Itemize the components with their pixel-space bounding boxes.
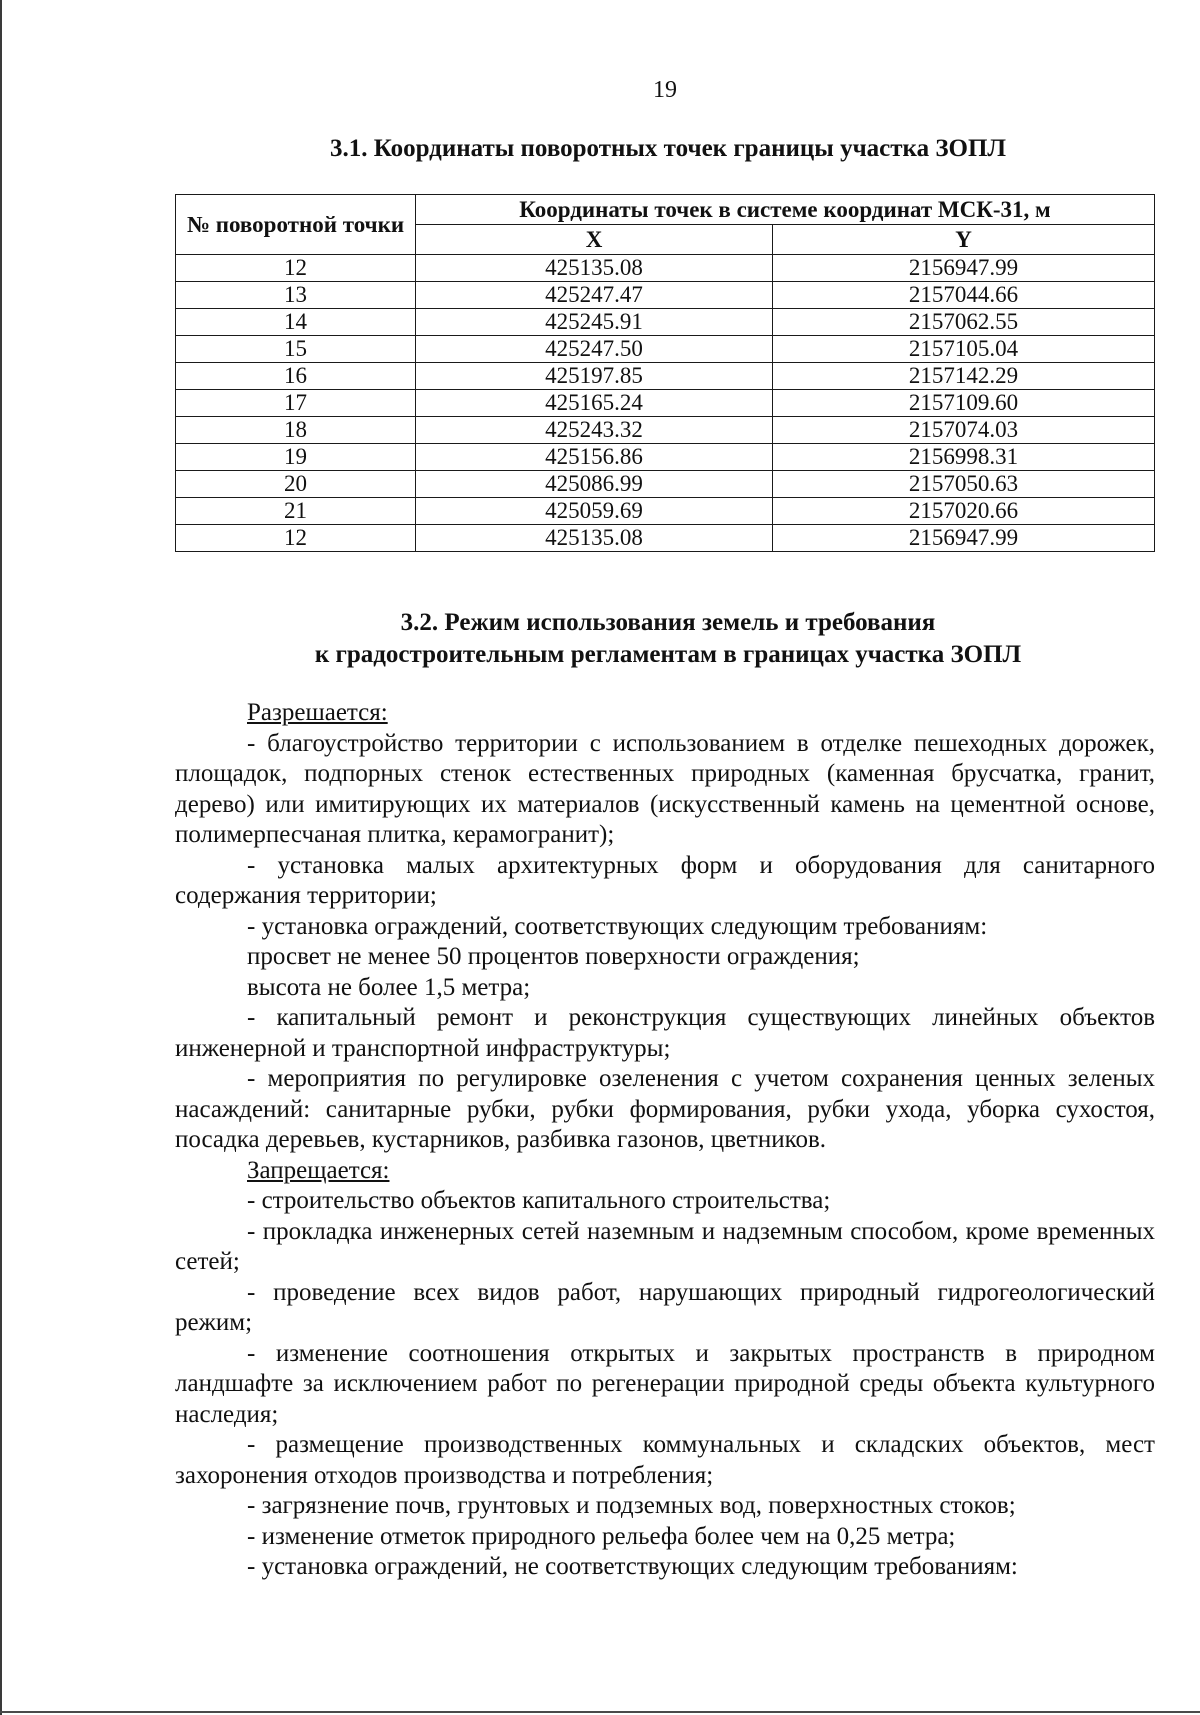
cell-y: 2157105.04: [773, 336, 1155, 363]
cell-y: 2157020.66: [773, 498, 1155, 525]
permitted-item: высота не более 1,5 метра;: [247, 973, 531, 1001]
prohibited-label: Запрещается:: [247, 1156, 390, 1184]
table-header-row: [176, 195, 1155, 225]
cell-x: 425197.85: [416, 363, 773, 390]
cell-y: 2156998.31: [773, 444, 1155, 471]
table-row: [176, 255, 1155, 282]
page-number: 19: [653, 77, 677, 103]
prohibited-item: - загрязнение почв, грунтовых и подземных вод, поверхностных стоков;: [247, 1492, 1016, 1519]
permitted-item: - капитальный ремонт и реконструкция существующих линейных объектов инженерной и транспортной инфраструктуры;: [175, 1004, 1155, 1062]
cell-x: 425247.50: [416, 336, 773, 363]
permitted-item: - благоустройство территории с использованием в отделке пешеходных дорожек, площадок, подпорных стенок естественных природных (каменная брусчатка, гранит, дерево) или имитирующих их материалов (искусственный камень на цементной основе, полимерпесчаная плитка, керамогранит);: [175, 729, 1155, 848]
cell-point: 12: [176, 255, 416, 282]
permitted-list: [175, 729, 1155, 1156]
permitted-item: - установка малых архитектурных форм и оборудования для санитарного содержания территории;: [175, 851, 1155, 909]
cell-y: 2157044.66: [773, 282, 1155, 309]
table-row: [176, 336, 1155, 363]
cell-y: 2157050.63: [773, 471, 1155, 498]
scan-edge-bottom: [0, 1711, 1200, 1713]
cell-x: 425135.08: [416, 255, 773, 282]
cell-x: 425059.69: [416, 498, 773, 525]
cell-point: 14: [176, 309, 416, 336]
cell-point: 13: [176, 282, 416, 309]
section-3-2-title: [0, 607, 1200, 671]
cell-point: 17: [176, 390, 416, 417]
table-row: [176, 363, 1155, 390]
prohibited-list: [175, 1186, 1155, 1583]
cell-point: 20: [176, 471, 416, 498]
table-row: [176, 444, 1155, 471]
section-3-1-title: 3.1. Координаты поворотных точек границы участка ЗОПЛ: [329, 135, 1007, 162]
regulations-text: [175, 698, 1155, 1583]
cell-point: 12: [176, 525, 416, 552]
cell-point: 18: [176, 417, 416, 444]
table-row: [176, 282, 1155, 309]
cell-point: 16: [176, 363, 416, 390]
prohibited-item: - проведение всех видов работ, нарушающих природный гидрогеологический режим;: [175, 1278, 1155, 1336]
scan-edge-left: [0, 0, 2, 1715]
cell-y: 2156947.99: [773, 255, 1155, 282]
cell-point: 15: [176, 336, 416, 363]
prohibited-item: - установка ограждений, не соответствующих следующим требованиям:: [247, 1553, 1018, 1580]
coordinates-table: [175, 194, 1155, 552]
permitted-label: Разрешается:: [247, 699, 388, 726]
cell-x: 425245.91: [416, 309, 773, 336]
cell-y: 2157062.55: [773, 309, 1155, 336]
prohibited-item: - размещение производственных коммунальных и складских объектов, мест захоронения отходов производства и потребления;: [175, 1431, 1155, 1489]
permitted-item: - установка ограждений, соответствующих следующим требованиям:: [247, 912, 988, 940]
cell-y: 2157074.03: [773, 417, 1155, 444]
header-point-number: № поворотной точки: [176, 195, 416, 255]
table-row: [176, 390, 1155, 417]
table-row: [176, 471, 1155, 498]
cell-x: 425086.99: [416, 471, 773, 498]
permitted-item: просвет не менее 50 процентов поверхности ограждения;: [247, 943, 860, 970]
prohibited-item: - изменение отметок природного рельефа более чем на 0,25 метра;: [247, 1522, 956, 1550]
table-row: [176, 498, 1155, 525]
cell-x: 425135.08: [416, 525, 773, 552]
table-row: [176, 417, 1155, 444]
cell-point: 21: [176, 498, 416, 525]
prohibited-item: - изменение соотношения открытых и закрытых пространств в природном ландшафте за исключением работ по регенерации природной среды объекта культурного наследия;: [175, 1339, 1155, 1428]
permitted-item: - мероприятия по регулировке озеленения с учетом сохранения ценных зеленых насаждений: санитарные рубки, рубки формирования, рубки ухода, уборка сухостоя, посадка деревьев, кустарников, разбивка газонов, цветников.: [175, 1065, 1155, 1153]
cell-x: 425247.47: [416, 282, 773, 309]
prohibited-item: - строительство объектов капитального строительства;: [247, 1187, 831, 1214]
table-body: [176, 255, 1155, 552]
prohibited-item: - прокладка инженерных сетей наземным и надземным способом, кроме временных сетей;: [175, 1217, 1155, 1275]
header-x: X: [416, 225, 773, 255]
table-row: [176, 525, 1155, 552]
cell-x: 425243.32: [416, 417, 773, 444]
section-3-2-title-line2: к градостроительным регламентам в границах участка ЗОПЛ: [314, 641, 1022, 668]
cell-point: 19: [176, 444, 416, 471]
header-y: Y: [773, 225, 1155, 255]
cell-y: 2157142.29: [773, 363, 1155, 390]
table-row: [176, 309, 1155, 336]
cell-y: 2156947.99: [773, 525, 1155, 552]
cell-x: 425165.24: [416, 390, 773, 417]
section-3-2-title-line1: 3.2. Режим использования земель и требования: [400, 609, 936, 636]
cell-x: 425156.86: [416, 444, 773, 471]
cell-y: 2157109.60: [773, 390, 1155, 417]
header-coordinates: Координаты точек в системе координат МСК-31, м: [416, 195, 1155, 225]
